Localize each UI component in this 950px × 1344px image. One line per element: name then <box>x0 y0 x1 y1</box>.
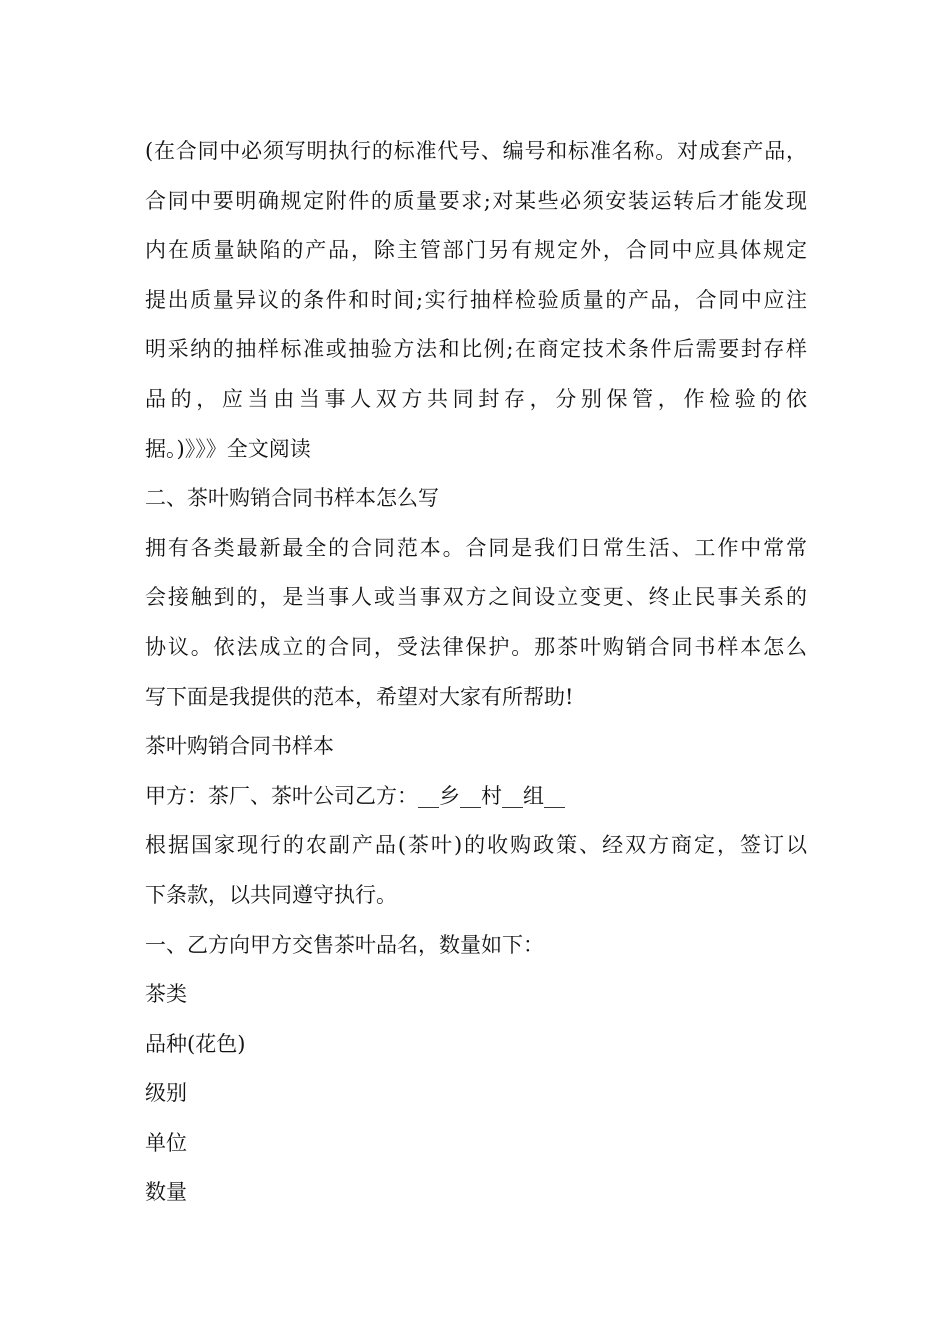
text-line: 下条款，以共同遵守执行。 <box>145 882 397 907</box>
parties-line: 甲方：茶厂、茶叶公司乙方：__乡__村__组__ <box>145 783 565 808</box>
table-field-label: 单位 <box>145 1130 187 1155</box>
section-heading: 二、茶叶购销合同书样本怎么写 <box>145 486 439 511</box>
table-field-label: 品种(花色) <box>145 1031 246 1056</box>
text-line: 合同中要明确规定附件的质量要求;对某些必须安装运转后才能发现 <box>145 188 807 213</box>
text-line: 拥有各类最新最全的合同范本。合同是我们日常生活、工作中常常 <box>145 535 807 560</box>
text-line: 据。)》》》全文阅读 <box>145 436 311 461</box>
table-field-label: 级别 <box>145 1081 187 1106</box>
table-field-label: 茶类 <box>145 982 187 1007</box>
text-line: 品的，应当由当事人双方共同封存，分别保管，作检验的依 <box>145 386 807 411</box>
text-line: 内在质量缺陷的产品，除主管部门另有规定外，合同中应具体规定 <box>145 238 807 263</box>
text-line: 会接触到的，是当事人或当事双方之间设立变更、终止民事关系的 <box>145 585 807 610</box>
clause-heading: 一、乙方向甲方交售茶叶品名，数量如下： <box>145 932 544 957</box>
document-body <box>145 127 807 1218</box>
text-line: 写下面是我提供的范本，希望对大家有所帮助! <box>145 684 574 709</box>
text-line: (在合同中必须写明执行的标准代号、编号和标准名称。对成套产品， <box>145 139 807 163</box>
table-field-label: 数量 <box>145 1180 187 1205</box>
text-line: 协议。依法成立的合同，受法律保护。那茶叶购销合同书样本怎么 <box>145 634 807 659</box>
document-title: 茶叶购销合同书样本 <box>145 734 334 759</box>
text-line: 根据国家现行的农副产品(茶叶)的收购政策、经双方商定，签订以 <box>145 833 807 858</box>
text-line: 提出质量异议的条件和时间;实行抽样检验质量的产品，合同中应注 <box>145 287 807 312</box>
text-line: 明采纳的抽样标准或抽验方法和比例;在商定技术条件后需要封存样 <box>145 337 807 362</box>
